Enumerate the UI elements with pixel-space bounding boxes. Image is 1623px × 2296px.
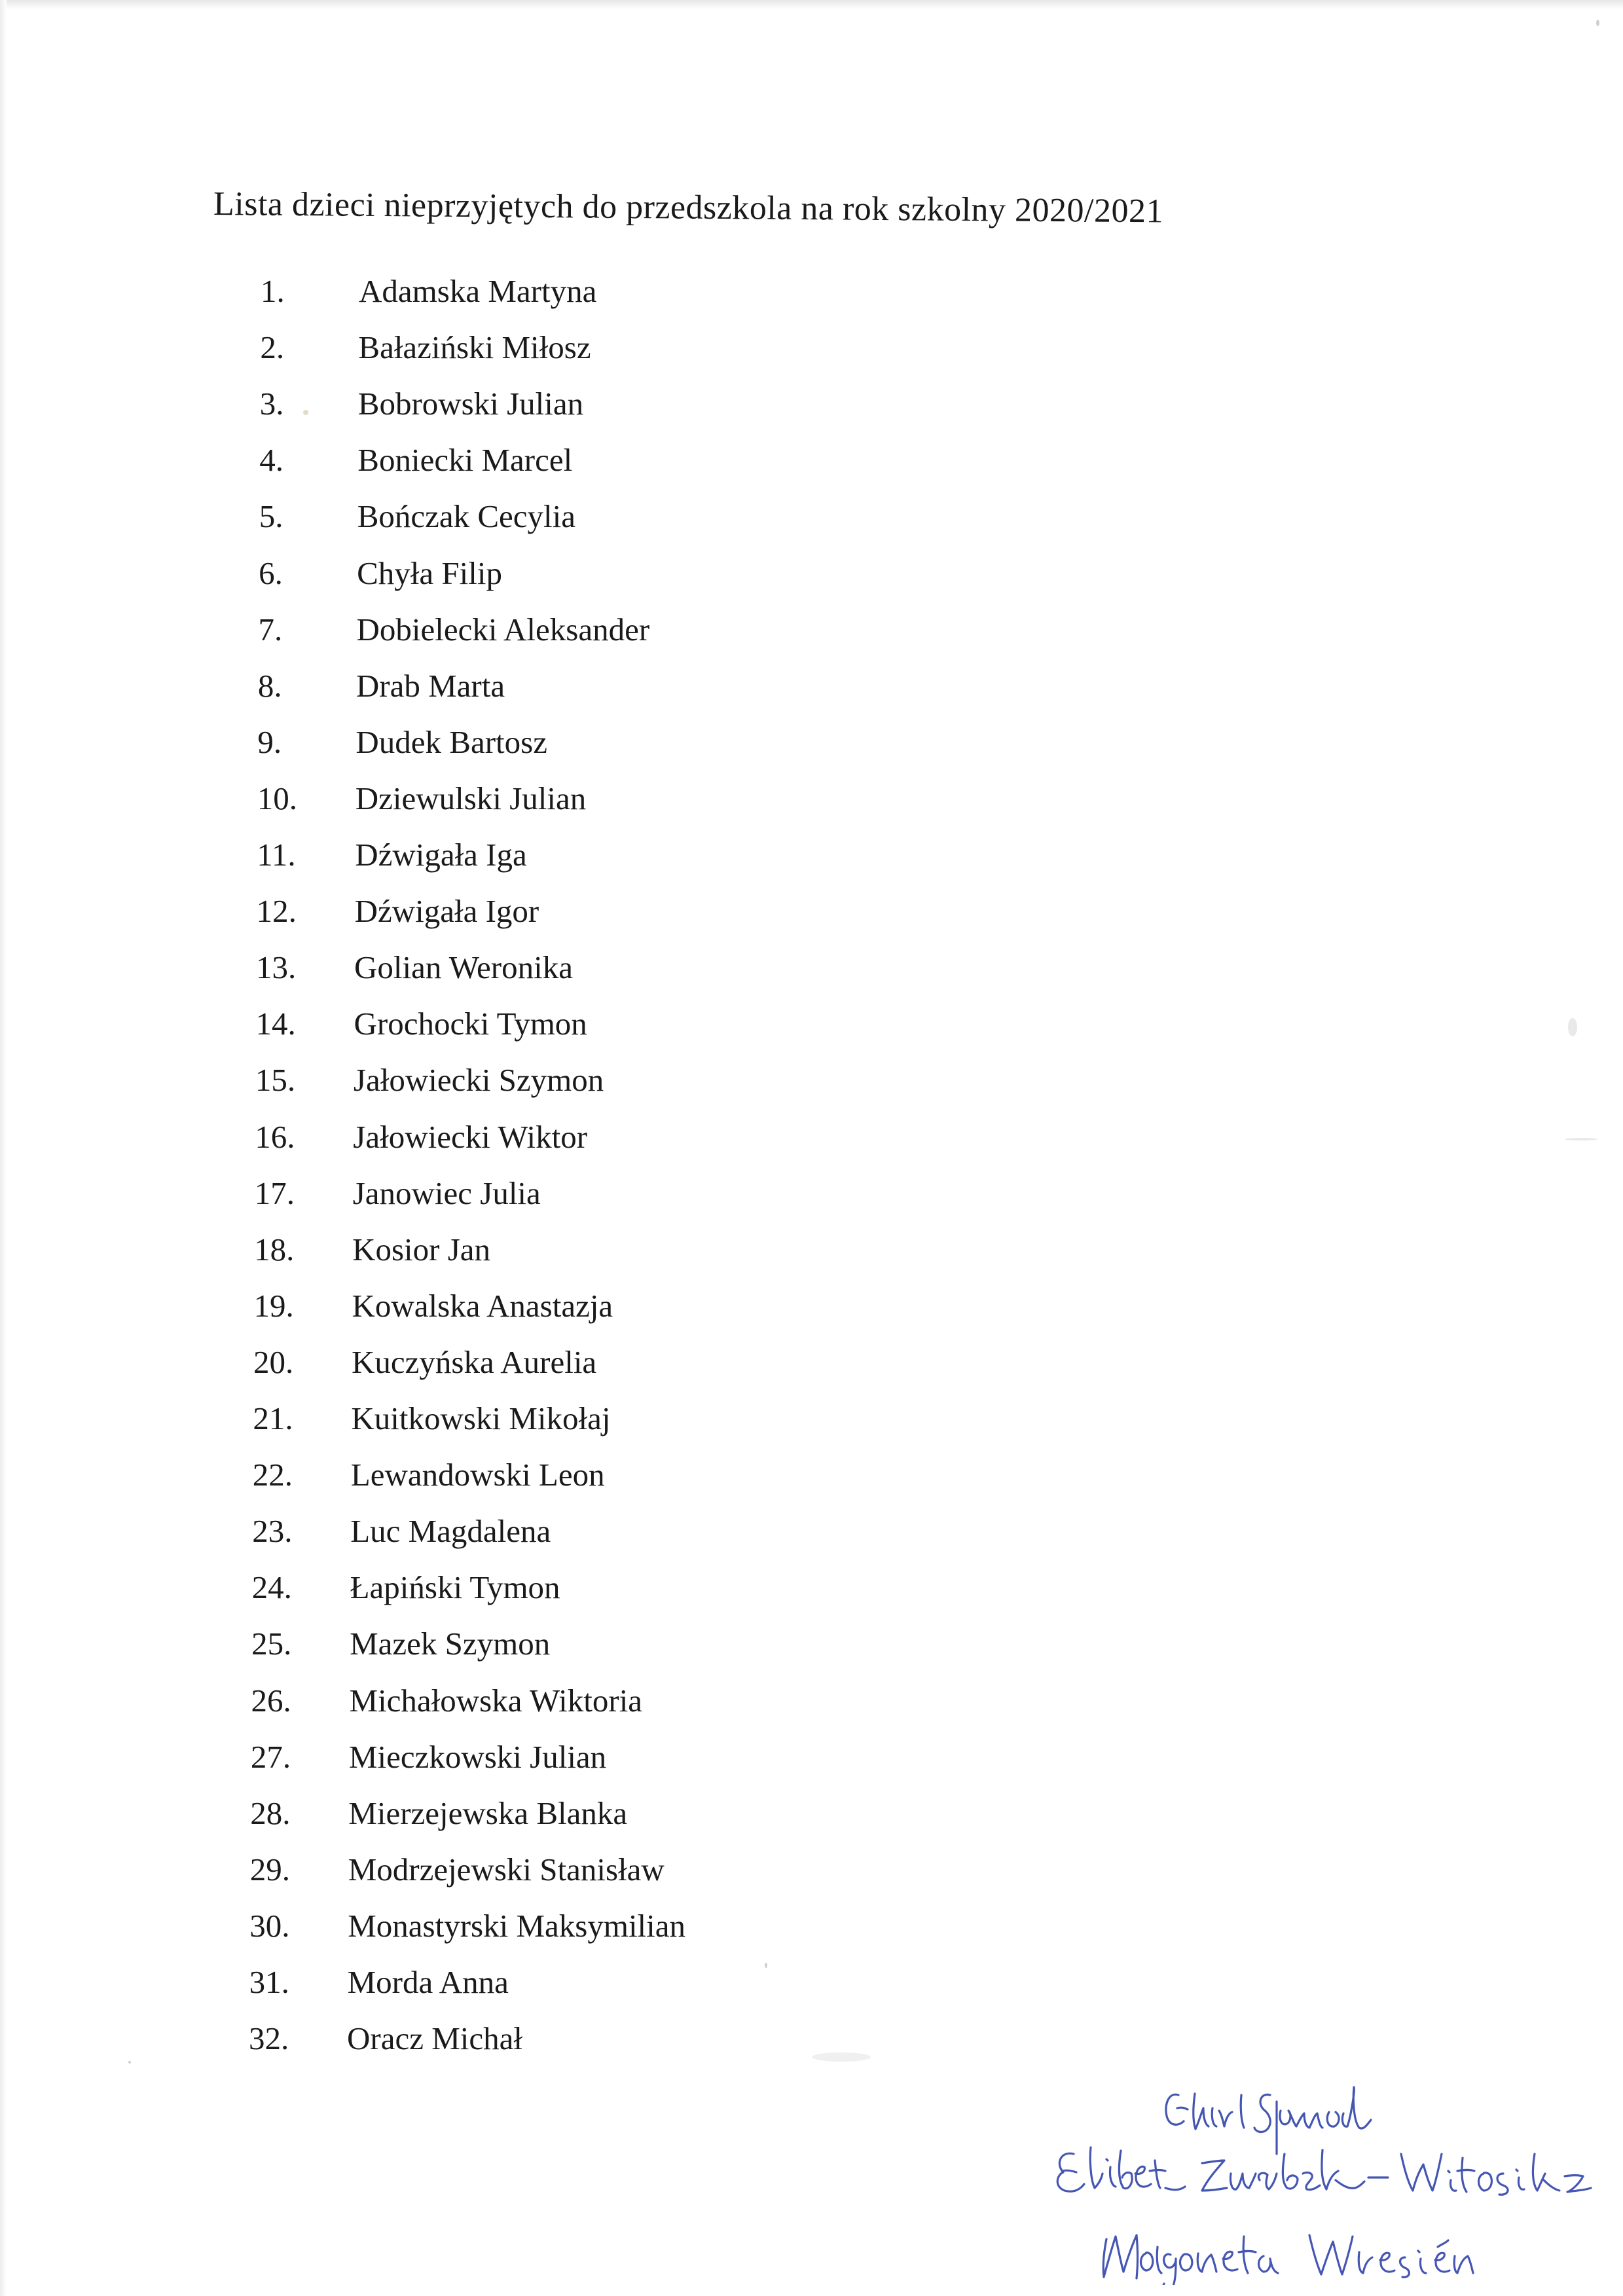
- list-item-name: Michałowska Wiktoria: [349, 1682, 643, 1719]
- list-item-name: Morda Anna: [347, 1964, 509, 2000]
- list-item-name: Kowalska Anastazja: [352, 1287, 613, 1324]
- scan-speck: [1596, 20, 1599, 26]
- scan-speck: [1568, 1018, 1577, 1036]
- list-item-name: Adamska Martyna: [359, 273, 597, 309]
- signature-1-stroke: [1166, 2087, 1371, 2154]
- list-item-number: 15.: [255, 1062, 296, 1099]
- list-item-name: Oracz Michał: [347, 2020, 522, 2057]
- list-item-name: Bałaziński Miłosz: [358, 329, 591, 366]
- list-item-number: 17.: [254, 1175, 295, 1211]
- scan-speck: [812, 2052, 871, 2062]
- list-item-number: 12.: [256, 893, 297, 930]
- list-item-name: Monastyrski Maksymilian: [348, 1907, 686, 1944]
- list-item-name: Kuczyńska Aurelia: [352, 1343, 597, 1380]
- list-item-name: Mieczkowski Julian: [348, 1738, 607, 1775]
- list-item-number: 18.: [254, 1231, 295, 1267]
- scan-speck: [1565, 1138, 1597, 1140]
- list-item-number: 21.: [253, 1400, 293, 1436]
- list-item-number: 5.: [259, 498, 283, 535]
- list-item-number: 31.: [249, 1964, 289, 2000]
- list-item-number: 3.: [259, 386, 284, 422]
- list-item-name: Bobrowski Julian: [357, 386, 584, 422]
- list-item-name: Modrzejewski Stanisław: [348, 1851, 665, 1887]
- list-item-number: 14.: [255, 1006, 296, 1042]
- list-item-name: Drab Marta: [356, 667, 505, 704]
- list-item-name: Mazek Szymon: [350, 1626, 551, 1662]
- list-item-number: 7.: [258, 611, 283, 647]
- signature-3-stroke: [1103, 2235, 1473, 2285]
- list-item-name: Dobielecki Aleksander: [356, 611, 650, 647]
- list-item-name: Chyła Filip: [357, 555, 502, 591]
- list-item-number: 10.: [257, 780, 298, 816]
- list-item-name: Golian Weronika: [354, 949, 573, 986]
- list-item-number: 4.: [259, 442, 284, 479]
- list-item-name: Luc Magdalena: [350, 1513, 551, 1550]
- list-item-number: 16.: [255, 1118, 295, 1155]
- scan-speck: [765, 1963, 767, 1968]
- list-item-name: Jałowiecki Szymon: [353, 1062, 604, 1099]
- scan-speck: [303, 410, 308, 415]
- list-item-number: 32.: [249, 2020, 289, 2057]
- list-item-name: Kosior Jan: [352, 1231, 491, 1267]
- list-item-name: Dźwigała Igor: [354, 893, 539, 930]
- list-item-number: 9.: [257, 723, 282, 760]
- list-item-name: Kuitkowski Mikołaj: [351, 1400, 611, 1436]
- list-item-number: 24.: [251, 1569, 292, 1606]
- list-item-name: Grochocki Tymon: [354, 1006, 587, 1042]
- list-item-number: 11.: [257, 837, 296, 873]
- list-item-number: 30.: [249, 1907, 290, 1944]
- list-item-name: Janowiec Julia: [352, 1175, 541, 1211]
- list-item-number: 6.: [259, 555, 283, 591]
- list-item-number: 29.: [249, 1851, 290, 1887]
- list-item-name: Lewandowski Leon: [350, 1457, 605, 1493]
- signature-2-stroke: [1057, 2147, 1591, 2195]
- list-item-number: 22.: [252, 1457, 293, 1493]
- list-item-name: Mierzejewska Blanka: [348, 1795, 628, 1831]
- list-item-name: Dudek Bartosz: [356, 723, 547, 760]
- list-item-name: Dziewulski Julian: [355, 780, 587, 816]
- list-item-name: Łapiński Tymon: [350, 1569, 560, 1606]
- list-item-number: 25.: [251, 1626, 292, 1662]
- list-item-number: 28.: [250, 1795, 291, 1831]
- list-item-number: 26.: [251, 1682, 291, 1719]
- list-item-name: Dźwigała Iga: [355, 837, 527, 873]
- list-item-number: 1.: [261, 273, 285, 309]
- list-item-number: 19.: [253, 1287, 294, 1324]
- scan-speck: [128, 2061, 131, 2064]
- list-item-number: 20.: [253, 1343, 294, 1380]
- list-item-name: Boniecki Marcel: [357, 442, 573, 479]
- list-item-name: Jałowiecki Wiktor: [353, 1118, 588, 1155]
- list-item-name: Bończak Cecylia: [357, 498, 576, 535]
- page-title: Lista dzieci nieprzyjętych do przedszkola na rok szkolny 2020/2021: [213, 185, 1164, 230]
- handwritten-signatures: [1048, 2075, 1597, 2285]
- list-item-number: 23.: [252, 1513, 293, 1550]
- list-item-number: 2.: [260, 329, 285, 366]
- list-item-number: 27.: [250, 1738, 291, 1775]
- signature-image: [1048, 2075, 1597, 2285]
- list-item-number: 13.: [256, 949, 297, 986]
- list-item-number: 8.: [257, 667, 282, 704]
